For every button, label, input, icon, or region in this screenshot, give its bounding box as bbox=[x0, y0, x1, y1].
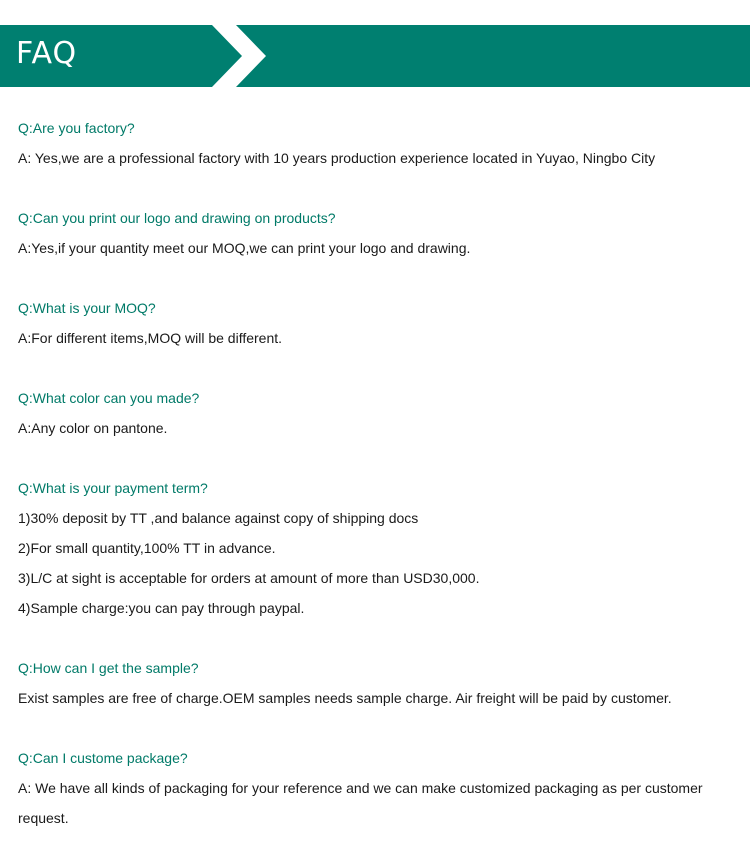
faq-banner bbox=[0, 25, 750, 87]
faq-question: Q:What is your payment term? bbox=[18, 480, 208, 496]
faq-item bbox=[18, 743, 738, 833]
faq-question: Q:How can I get the sample? bbox=[18, 660, 199, 676]
faq-answer: A: Yes,we are a professional factory with 10 years production experience located in Yuyao, Ningbo City bbox=[18, 150, 656, 166]
faq-answer: A:Yes,if your quantity meet our MOQ,we can print your logo and drawing. bbox=[18, 240, 471, 256]
faq-question: Q:Can I custome package? bbox=[18, 750, 188, 766]
faq-item bbox=[18, 473, 738, 623]
faq-question: Q:What is your MOQ? bbox=[18, 300, 156, 316]
faq-question: Q:Are you factory? bbox=[18, 120, 135, 136]
faq-answer: A:For different items,MOQ will be different. bbox=[18, 330, 283, 346]
faq-question: Q:Can you print our logo and drawing on products? bbox=[18, 210, 336, 226]
faq-item bbox=[18, 653, 738, 713]
faq-answer: Exist samples are free of charge.OEM samples needs sample charge. Air freight will be paid by customer. bbox=[18, 690, 672, 706]
faq-answer-line: 1)30% deposit by TT ,and balance against copy of shipping docs bbox=[18, 510, 419, 526]
faq-item bbox=[18, 203, 738, 263]
faq-question: Q:What color can you made? bbox=[18, 390, 200, 406]
faq-answer: A:Any color on pantone. bbox=[18, 420, 168, 436]
faq-answer-line: 2)For small quantity,100% TT in advance. bbox=[18, 540, 276, 556]
faq-answer-line: 4)Sample charge:you can pay through paypal. bbox=[18, 600, 305, 616]
faq-item bbox=[18, 293, 738, 353]
banner-arrow-shape bbox=[0, 25, 750, 87]
faq-item bbox=[18, 383, 738, 443]
page-title: FAQ bbox=[16, 36, 78, 71]
faq-item bbox=[18, 113, 738, 173]
faq-answer: A: We have all kinds of packaging for your reference and we can make customized packaging as per customer request. bbox=[18, 780, 703, 826]
faq-answer-line: 3)L/C at sight is acceptable for orders at amount of more than USD30,000. bbox=[18, 570, 480, 586]
faq-list bbox=[18, 113, 738, 863]
